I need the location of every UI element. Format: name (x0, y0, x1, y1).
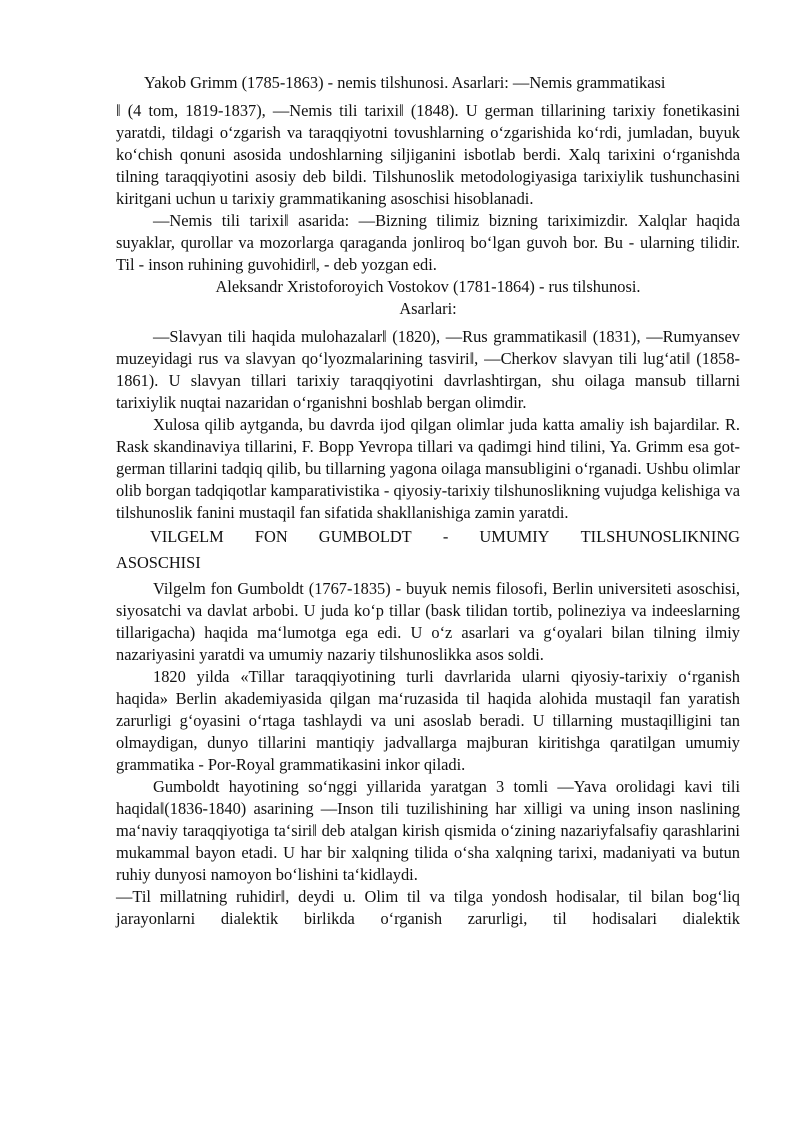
heading-word: TILSHUNOSLIKNING (580, 527, 740, 546)
vostokov-line: Aleksandr Xristoforoyich Vostokov (1781-1864) - rus tilshunosi. (215, 277, 641, 296)
heading-word: GUMBOLDT (318, 527, 412, 546)
grimm-quote-paragraph: ―Nemis tili tarixi‖ asarida: ―Bizning tilimiz bizning tariximizdir. Xalqlar haqida suyaklar, qurollar va mozorlarga qaraganda jonliroq bo‘lgan guvoh bor. Bu - ularning tilidir. Til - inson ruhining guvohidir‖, - deb yozgan edi. (116, 211, 740, 274)
section-heading-tail: ASOSCHISI (116, 553, 201, 572)
gumboldt-works-paragraph: Gumboldt hayotining so‘nggi yillarida yaratgan 3 tomli ―Yava orolidagi kavi tili haqida‖(1836-1840) asarining ―Inson tili tuzilishining har xilligi va uning inson naslining ma‘naviy taraqqiyotiga ta‘siri‖ deb atalgan kirish qismida o‘zining nazariyfalsafiy qarashlarini mukammal bayon etadi. U har bir xalqning tilida o‘sha xalqning tarixi, madaniyati va butun ruhiy dunyosi namoyon bo‘lishini ta‘kidlaydi. (116, 777, 740, 884)
section-heading (116, 526, 740, 548)
heading-word: - (442, 527, 449, 546)
heading-word: FON (254, 527, 288, 546)
gumboldt-bio-paragraph: Vilgelm fon Gumboldt (1767-1835) - buyuk nemis filosofi, Berlin universiteti asoschisi, siyosatchi va davlat arbobi. U juda ko‘p tillar (bask tilidan tortib, polineziya va indeeslarning tillarigacha) haqida ma‘lumotga ega edi. U o‘z asarlari va g‘oyalari bilan tilning ilmiy nazariyasini yaratdi va umumiy nazariy tilshunoslikka asos soldi. (116, 579, 740, 664)
asarlari-label: Asarlari: (399, 299, 457, 318)
vostokov-works-paragraph: ―Slavyan tili haqida mulohazalar‖ (1820), ―Rus grammatikasi‖ (1831), ―Rumyansev muzeyidagi rus va slavyan qo‘lyozmalarining tasviri‖, ―Cherkov slavyan tili lug‘ati‖ (1858-1861). U slavyan tillari tarixiy taraqqiyotini davrlashtirgan, shu oilaga mansub tillarni tarixiylik nuqtai nazaridan o‘rganishni boshlab bergan olimdir. (116, 327, 740, 412)
heading-word: VILGELM (150, 527, 224, 546)
conclusion-paragraph: Xulosa qilib aytganda, bu davrda ijod qilgan olimlar juda katta amaliy ish bajardilar. R. Rask skandinaviya tillarini, F. Bopp Yevropa tillari va qadimgi hind tilini, Ya. Grimm esa got-german tillarini tadqiq qilib, bu tillarning yagona oilaga mansubligini o‘rganadi. Ushbu olimlar olib borgan tadqiqotlar kamparativistika - qiyosiy-tarixiy tilshunoslikning vujudga kelishiga va tilshunoslik fanini mustaqil fan sifatida shakllanishiga zamin yaratdi. (116, 415, 740, 522)
gumboldt-1820-paragraph: 1820 yilda «Tillar taraqqiyotining turli davrlarida ularni qiyosiy-tarixiy o‘rganish haqida» Berlin akademiyasida qilgan ma‘ruzasida til haqida alohida mustaqil fan yaratish zarurligi g‘oyasini o‘rtaga tashlaydi va uni asoslab beradi. U tillarning mustaqilligini tan olmaydigan, dunyo tillarini mantiqiy jadvallarga majburan kiritishga qaratilgan umumiy grammatika - Por-Royal grammatikasini inkor qiladi. (116, 667, 740, 774)
heading-word: UMUMIY (479, 527, 550, 546)
document-page (116, 72, 740, 930)
grimm-intro-line: Yakob Grimm (1785-1863) - nemis tilshunosi. Asarlari: ―Nemis grammatikasi (144, 73, 666, 92)
grimm-paragraph: ‖ (4 tom, 1819-1837), ―Nemis tili tarixi‖ (1848). U german tillarining tarixiy fonetikasini yaratdi, tildagi o‘zgarish va taraqqiyotni tovushlarning o‘zgarishida ko‘rdi, jumladan, buyuk ko‘chish qonuni asosida undoshlarning siljiganini isbotlab berdi. Xalq tarixini o‘rganishda tilning taraqqiyotini asosiy deb bildi. Tilshunoslik metodologiyasiga tarixiylik tushunchasini kiritgani uchun u tarixiy grammatikaning asoschisi hisoblanadi. (116, 101, 740, 208)
gumboldt-quote-paragraph: ―Til millatning ruhidir‖, deydi u. Olim til va tilga yondosh hodisalar, til bilan bog‘liq jarayonlarni dialektik birlikda o‘rganish zarurligi, til hodisalari dialektik (116, 887, 740, 928)
